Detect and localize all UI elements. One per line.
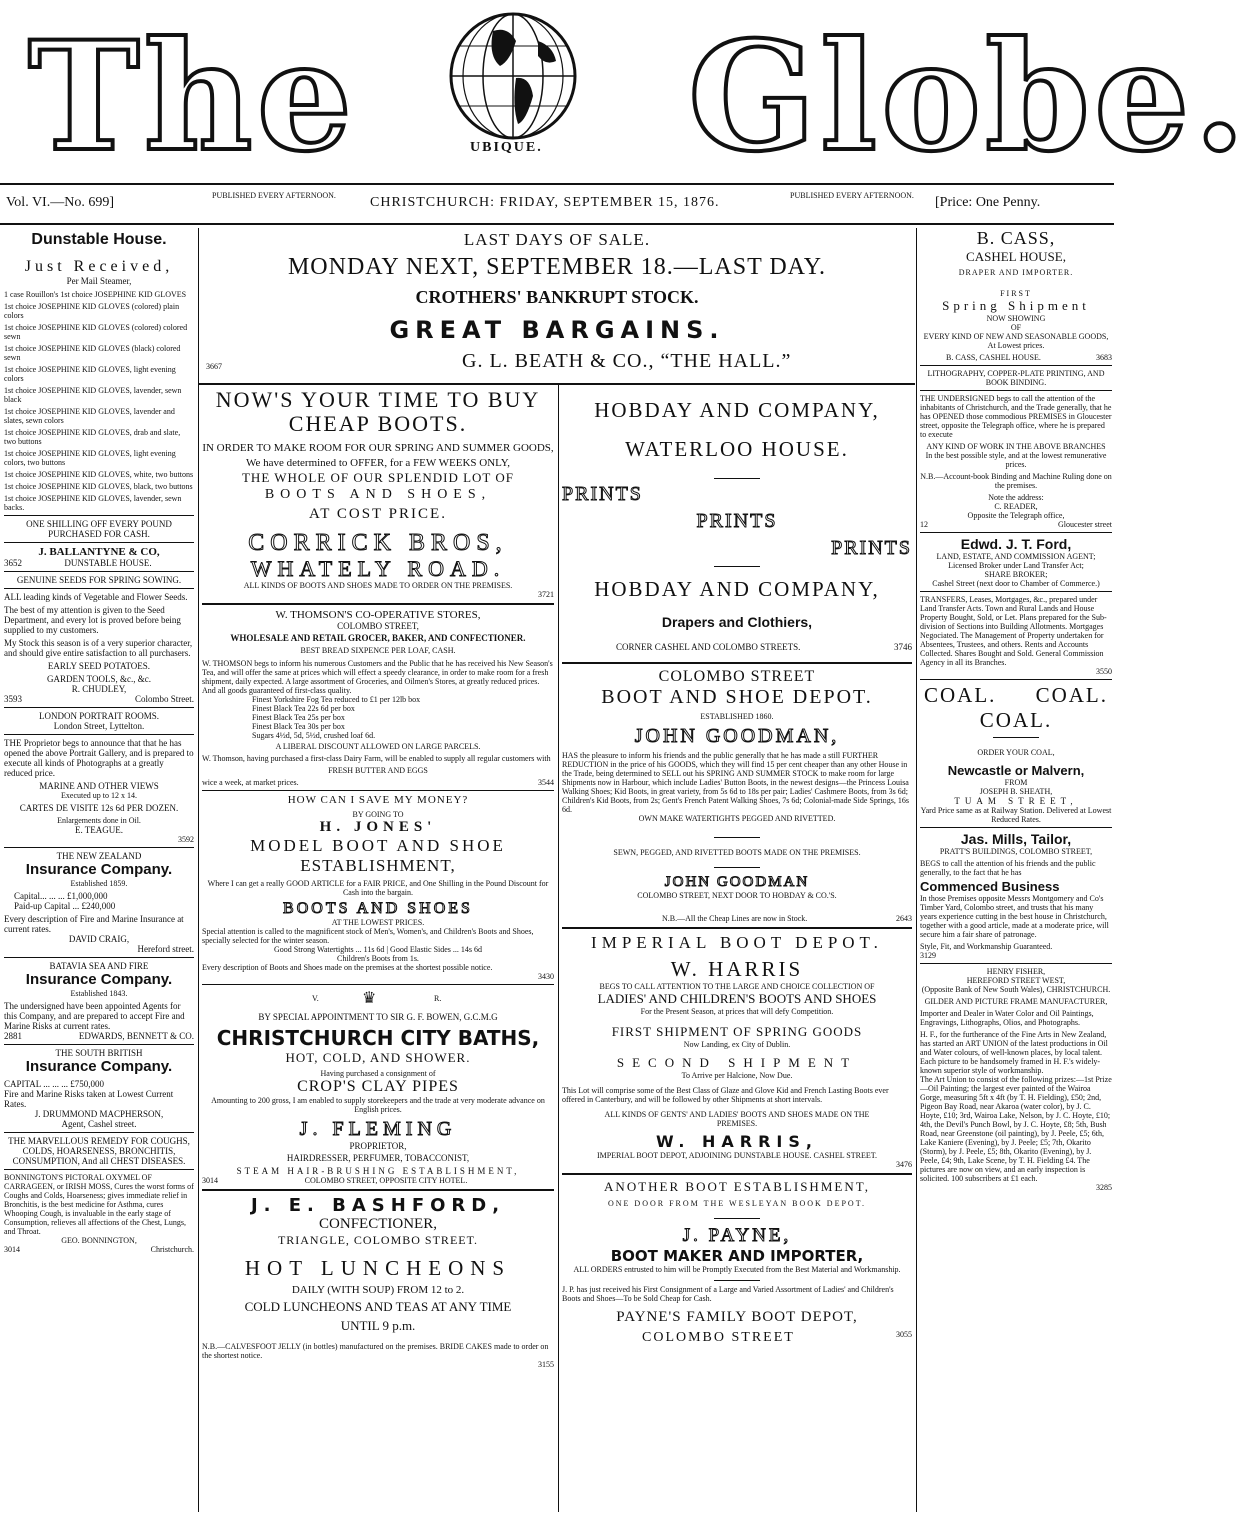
jones-lowest: AT THE LOWEST PRICES. (331, 918, 425, 927)
thomson-body: W. THOMSON begs to inform his numerous Customers and the Public that he has received his New Season's Tea, and will offer the same at prices which will effect a speedy clearance, in order to make room for a fresh shipment, daily expected. A large assortment of Groceries, and Oilmen's Stores, at greatly reduced prices. And all goods guaranteed of first-class quality. (202, 659, 553, 695)
harris-ref: 3476 (896, 1160, 912, 1169)
corrick-name: CORRICK BROS, (248, 530, 508, 556)
tea-item: Finest Black Tea 30s per box (252, 722, 345, 731)
cass-every: EVERY KIND OF NEW AND SEASONABLE GOODS, (923, 332, 1109, 341)
glove-item: 1st choice JOSEPHINE KID GLOVES, light evening colors (4, 365, 176, 383)
cass-of: OF (1010, 323, 1022, 332)
beath-name: G. L. BEATH & CO., “THE HALL.” (462, 350, 792, 372)
fleming-trade: HAIRDRESSER, PERFUMER, TOBACCONIST, (286, 1153, 470, 1163)
litho-body: THE UNDERSIGNED begs to call the attention of the inhabitants of Christchurch, and the Trade generally, that he has OPENED those commodious PREMISES in Gloucester street, opposite the Telegraph office, where he is prepared to execute (920, 394, 1112, 439)
nz-paid-up: Paid-up Capital ... £240,000 (14, 901, 116, 911)
nz-body: Every description of Fire and Marine Insurance at current rates. (4, 914, 184, 934)
harris-name-2: W. HARRIS, (656, 1132, 818, 1151)
remedy-heading: THE MARVELLOUS REMEDY FOR COUGHS, COLDS, HOARSENESS, BRONCHITIS, CONSUMPTION, And all CHEST DISEASES. (8, 1136, 190, 1166)
ford-trade: LAND, ESTATE, AND COMMISSION AGENT; (936, 552, 1096, 561)
payne-family: PAYNE'S FAMILY BOOT DEPOT, (616, 1309, 858, 1325)
batavia-established: Established 1843. (70, 989, 128, 998)
harris-ladies: LADIES' AND CHILDREN'S BOOTS AND SHOES (597, 991, 877, 1006)
gloves-list (4, 290, 194, 512)
harris-second-shipment: SECOND SHIPMENT (616, 1055, 858, 1070)
column-rule (916, 228, 917, 1512)
goodman-body: HAS the pleasure to inform his friends and the public generally that he has made a still FURTHER REDUCTION in the price of his GOODS, which they will find 15 per cent cheaper than any other House in the Trade, being determined to SELL out his SPRING AND SUMMER STOCK to make room for large Shipments now in Harbour, which include Ladies' Button Boots, in the newest designs—the Princess Louisa Walking Shoes; Kid Boots, in great variety, from 5s 6d to 18s per pair; Ladies' Cashmere Boots, from 3s 6d; Children's Kid Boots, from 2s; Gent's French Patent Walking Shoes, 7s 6d; Colonial-made Side Springs, 16s 6d. (562, 751, 909, 814)
mills-body-2: In those Premises opposite Messrs Montgomery and Co's Timber Yard, Colombo street, and trusts that his many years experience cutting in the best house in Christchurch, together with a good article, made at a moderate price, will secure him a fair share of patronage. (920, 894, 1109, 939)
tuam-street: TUAM STREET, (954, 796, 1078, 806)
bashford-trade: CONFECTIONER, (319, 1216, 437, 1232)
masthead-word-the: The (28, 9, 357, 185)
jones-establishment: ESTABLISHMENT, (300, 856, 456, 875)
boots-line-5: AT COST PRICE. (309, 506, 447, 522)
baths-title: CHRISTCHURCH CITY BATHS, (216, 1026, 540, 1050)
jones-prices: Good Strong Watertights ... 11s 6d | Good Elastic Sides ... 14s 6d (273, 945, 483, 954)
litho-heading: LITHOGRAPHY, COPPER-PLATE PRINTING, AND BOOK BINDING. (927, 369, 1105, 387)
remedy-signature: GEO. BONNINGTON, (61, 1236, 137, 1245)
crown-icon: ♛ (362, 990, 377, 1007)
marine-size: Executed up to 12 x 14. (61, 791, 137, 800)
prints-2: PRINTS (696, 510, 778, 532)
reader-address: Opposite the Telegraph office, (967, 511, 1065, 520)
remedy-body: BONNINGTON'S PICTORAL OXYMEL OF CARRAGEEN, or IRISH MOSS, Cures the worst forms of Coughs and Colds, Hoarseness; gives immediate relief in Bronchitis, is the best medicine for Asthma, cures Whooping Cough, is invaluable in the early stage of Consumption, relieves all affections of the Chest, Lungs, and Throat. (4, 1173, 194, 1236)
ford-ref: 3550 (1096, 667, 1112, 676)
fisher-prizes: The Art Union to consist of the following prizes:—1st Prize—Oil Painting; the largest ever painted of the Wairoa Gorge, measuring 5ft x 4ft (by T. H. Fielding), £50; 2nd, Pigeon Bay Road, near Akaroa (water color), by J. C. Hoyte, £10; 3rd, Wairoa Lake, Nelson, by J. C. Hoyte, £10; 4th, the Devil's Punch Bowl, by J. C. Hoyte, £8; 5th, Bush Road, near Greenstone (oil painting), by J. Peele, £5; 6th, Lake Kaniere (Evening), by J. Peele; £5; 7th, Okarito (Storm), by J. Peele, £5; 8th, Okarito (Evening), by J. Peele, £4; 9th, Lake Scene, by T. H. Fielding £4. The pictures are now on view, and an early inspection is solicited. 100 subscribers at £1 each. (920, 1075, 1112, 1183)
coal-left: COAL. (924, 683, 997, 707)
south-british-agent: J. DRUMMOND MACPHERSON, (34, 1109, 164, 1119)
fisher-gilder: GILDER AND PICTURE FRAME MANUFACTURER, (924, 997, 1108, 1006)
hot-until: UNTIL 9 p.m. (340, 1318, 416, 1333)
seeds-body: ALL leading kinds of Vegetable and Flower Seeds. (4, 592, 188, 602)
fleming-name: J. FLEMING (299, 1118, 457, 1140)
remedy-place: Christchurch. (150, 1245, 194, 1254)
depot-established: ESTABLISHED 1860. (700, 712, 774, 721)
tea-item: Finest Yorkshire Fog Tea reduced to £1 per 12lb box (252, 695, 421, 704)
batavia-agent: EDWARDS, BENNETT & CO. (78, 1031, 194, 1041)
jones-by: BY GOING TO (352, 810, 404, 819)
boots-title: NOW'S YOUR TIME TO BUY CHEAP BOOTS. (215, 387, 541, 436)
corrick-note: ALL KINDS OF BOOTS AND SHOES MADE TO ORDER ON THE PREMISES. (243, 581, 513, 590)
cashel-house: CASHEL HOUSE, (966, 249, 1066, 264)
baths-subtitle: HOT, COLD, AND SHOWER. (285, 1050, 471, 1065)
payne-address: COLOMBO STREET (642, 1330, 795, 1345)
nz-capital: Capital... ... ... £1,000,000 (14, 891, 108, 901)
thomson-discount: A LIBERAL DISCOUNT ALLOWED ON LARGE PARCELS. (275, 742, 481, 751)
boots-line-4: BOOTS AND SHOES, (264, 487, 492, 502)
goodman-ref: 2643 (896, 914, 912, 923)
baths-pipes: CROP'S CLAY PIPES (297, 1078, 459, 1095)
nz-agent: DAVID CRAIG, (68, 934, 130, 944)
shilling-off: ONE SHILLING OFF EVERY POUND PURCHASED FOR CASH. (26, 519, 172, 539)
beath-advert (202, 228, 912, 383)
just-received: Just Received, (24, 258, 174, 275)
jones-boots: BOOTS AND SHOES (283, 900, 473, 917)
garden-tools: GARDEN TOOLS, &c., &c. (47, 674, 151, 684)
beath-ref: 3667 (206, 362, 222, 371)
ford-licensed: Licensed Broker under Land Transfer Act; (948, 561, 1084, 570)
depot-heading: COLOMBO STREET (658, 668, 816, 685)
ford-name: Edwd. J. T. Ford, (960, 536, 1072, 552)
chudley-name: R. CHUDLEY, (71, 684, 127, 694)
great-bargains-heading: GREAT BARGAINS. (389, 316, 725, 344)
cass-spring: Spring Shipment (942, 298, 1090, 313)
nz-insurance-established: Established 1859. (70, 879, 128, 888)
enlargements: Enlargements done in Oil. (57, 816, 141, 825)
masthead (0, 0, 1250, 185)
south-british-body: Fire and Marine Risks taken at Lowest Current Rates. (4, 1089, 174, 1109)
goodman-name-2: JOHN GOODMAN (664, 874, 810, 890)
last-days-heading: LAST DAYS OF SALE. (463, 230, 651, 249)
hot-ref: 3155 (538, 1360, 554, 1369)
litho-any: ANY KIND OF WORK IN THE ABOVE BRANCHES (926, 442, 1106, 451)
jones-body-2: Special attention is called to the magnificent stock of Men's, Women's, and Children's Boots and Shoes, specially selected for the winter season. (202, 927, 534, 945)
south-british-capital: CAPITAL ... ... ... £750,000 (4, 1079, 104, 1089)
cartes-de-visite: CARTES DE VISITE 12s 6d PER DOZEN. (19, 803, 179, 813)
fisher-address: HEREFORD STREET WEST, (966, 976, 1066, 985)
litho-style: In the best possible style, and at the lowest remunerative prices. (925, 451, 1107, 469)
royal-v: V. (312, 994, 319, 1003)
south-british-agent-address: Agent, Cashel street. (61, 1119, 137, 1129)
publication-note-right: PUBLISHED EVERY AFTERNOON. (790, 191, 914, 200)
cass-lowest: At Lowest prices. (987, 341, 1045, 350)
royal-r: R. (434, 994, 442, 1003)
cass-address: B. CASS, CASHEL HOUSE. (946, 353, 1041, 362)
hot-nb: N.B.—CALVESFOOT JELLY (in bottles) manufactured on the premises. BRIDE CAKES made to order on the shortest notice. (202, 1342, 549, 1360)
south-british-heading: THE SOUTH BRITISH (55, 1048, 143, 1058)
cass-first: FIRST (1000, 289, 1032, 298)
harris-body: BEGS TO CALL ATTENTION TO THE LARGE AND CHOICE COLLECTION OF (599, 982, 875, 991)
waterloo-house: WATERLOO HOUSE. (625, 437, 849, 461)
coal-center: COAL. (979, 708, 1053, 732)
glove-item: 1st choice JOSEPHINE KID GLOVES, lavender and slates, sewn colors (4, 407, 175, 425)
nz-insurance-title: Insurance Company. (25, 861, 173, 878)
ballantyne-ref: 3652 (4, 558, 22, 568)
tea-item: Sugars 4½d, 5d, 5½d, crushed loaf 6d. (252, 731, 376, 740)
seeds-heading: GENUINE SEEDS FOR SPRING SOWING. (16, 575, 182, 585)
payne-ref: 3055 (896, 1330, 912, 1339)
goodman-address: COLOMBO STREET, NEXT DOOR TO HOBDAY & CO.'S. (637, 891, 837, 900)
coal-from: FROM (1004, 778, 1028, 787)
column-rule (558, 385, 559, 1512)
payne-body: J. P. has just received his First Consignment of a Large and Varied Assortment of Ladies' and Children's Boots and Shoes—To be Sold Cheap for Cash. (562, 1285, 894, 1303)
prints-3: PRINTS (831, 537, 912, 559)
glove-item: 1st choice JOSEPHINE KID GLOVES, drab and slate, two buttons (4, 428, 181, 446)
payne-orders: ALL ORDERS entrusted to him will be Promptly Executed from the Best Material and Workmanship. (573, 1265, 901, 1274)
another-boot: ANOTHER BOOT ESTABLISHMENT, (604, 1179, 870, 1194)
mills-address: PRATT'S BUILDINGS, COLOMBO STREET, (939, 847, 1093, 856)
nz-agent-address: Hereford street. (137, 944, 194, 954)
thomson-trade: WHOLESALE AND RETAIL GROCER, BAKER, AND CONFECTIONER. (230, 633, 526, 643)
payne-name: J. PAYNE, (682, 1225, 792, 1246)
harris-all-kinds: ALL KINDS OF GENTS' AND LADIES' BOOTS AND SHOES MADE ON THE PREMISES. (604, 1110, 870, 1128)
column-rule (198, 228, 199, 1512)
drapers-clothiers: Drapers and Clothiers, (661, 614, 813, 630)
mills-body: BEGS to call the attention of his friends and the public generally, to the fact that he has (920, 859, 1096, 877)
glove-item: 1st choice JOSEPHINE KID GLOVES (colored) colored sewn (4, 323, 188, 341)
one-door: ONE DOOR FROM THE WESLEYAN BOOK DEPOT. (607, 1199, 866, 1208)
coal-yard: Yard Price same as at Railway Station. Delivered at Lowest Reduced Rates. (920, 806, 1112, 824)
hobday-heading: HOBDAY AND COMPANY, (594, 398, 880, 422)
harris-body-2: This Lot will comprise some of the Best Class of Glaze and Glove Kid and French Lasting Boots ever offered in Canterbury, and will be followed by other Shipments at short intervals. (562, 1086, 889, 1104)
tea-item: Finest Black Tea 25s per box (252, 713, 345, 722)
ballantyne-name: J. BALLANTYNE & CO, (38, 546, 160, 558)
baths-consignment: Having purchased a consignment of (320, 1069, 436, 1078)
mills-ref: 3129 (920, 951, 936, 960)
dunstable-title: Dunstable House. (31, 231, 167, 248)
harris-first-shipment: FIRST SHIPMENT OF SPRING GOODS (611, 1024, 863, 1039)
chudley-ref: 3593 (4, 694, 22, 704)
thomson-dairy: W. Thomson, having purchased a first-class Dairy Farm, will be enabled to supply all regular customers with (202, 754, 551, 763)
glove-item: 1st choice JOSEPHINE KID GLOVES, lavender, sewn black (4, 386, 182, 404)
jones-name: H. JONES' (319, 819, 437, 835)
thomson-twice: wice a week, at market prices. (202, 778, 299, 787)
corner-ref: 3746 (894, 642, 912, 652)
harris-name: W. HARRIS (670, 957, 804, 981)
glove-item: 1st choice JOSEPHINE KID GLOVES, black, two buttons (4, 482, 193, 491)
south-british-title: Insurance Company. (25, 1058, 173, 1075)
masthead-word-globe: Globe. (688, 9, 1250, 185)
cass-showing: NOW SHOWING (986, 314, 1046, 323)
payne-title: BOOT MAKER AND IMPORTER, (610, 1247, 864, 1265)
tea-item: Finest Black Tea 22s 6d per box (252, 704, 355, 713)
mills-commenced: Commenced Business (920, 879, 1060, 894)
hot-luncheons: HOT LUNCHEONS (244, 1256, 512, 1280)
litho-nb: N.B.—Account-book Binding and Machine Ruling done on the premises. (920, 472, 1112, 490)
dateline (0, 183, 1114, 225)
corner-address: CORNER CASHEL AND COLOMBO STREETS. (616, 642, 801, 652)
reader-ref: 12 (920, 520, 928, 529)
goodman-sewn: SEWN, PEGGED, AND RIVETTED BOOTS MADE ON THE PREMISES. (613, 848, 861, 857)
hobday-heading-2: HOBDAY AND COMPANY, (594, 577, 880, 601)
cass-draper: DRAPER AND IMPORTER. (958, 268, 1074, 277)
boots-line-2: We have determined to OFFER, for a FEW WEEKS ONLY, (245, 457, 511, 469)
seed-potatoes: EARLY SEED POTATOES. (47, 661, 151, 671)
fleming-ref: 3014 (202, 1176, 218, 1185)
ford-body: TRANSFERS, Leases, Mortgages, &c., prepared under Land Transfer Acts. Town and Rural Lands and House Property Bought, Sold, or Let. Plans prepared for the Sub-division of Sections into Building Allotments. Mortgages Negociated. The Management of Property undertaken for Absentees, Trustees, and others. Rents and Accounts Collected. Shares Bought and Sold. General Commission Agency in all its Branches. (920, 595, 1107, 667)
boots-line-3: THE WHOLE OF OUR SPLENDID LOT OF (241, 470, 515, 485)
harris-landing: Now Landing, ex City of Dublin. (683, 1040, 791, 1049)
jones-model: MODEL BOOT AND SHOE (250, 836, 506, 855)
cass-ref: 3683 (1096, 353, 1112, 362)
fisher-body: H. F., for the furtherance of the Fine Arts in New Zealand, has started an ART UNION of the latest productions in Oil and Water colours, of well-known places, by local talent. Each picture to be handsomely framed in H. F.'s widely-known superior style of workmanship. (920, 1030, 1108, 1075)
fisher-importer: Importer and Dealer in Water Color and Oil Paintings, Engravings, Lithographs, Olios, and Photographs. (920, 1009, 1094, 1027)
thomson-ref: 3544 (538, 778, 554, 787)
harris-arrive: To Arrive per Halcione, Now Due. (681, 1071, 793, 1080)
prints-1: PRINTS (562, 483, 643, 505)
batavia-heading: BATAVIA SEA AND FIRE (49, 961, 149, 971)
batavia-ref: 2881 (4, 1031, 22, 1041)
nz-insurance-heading: THE NEW ZEALAND (56, 851, 142, 861)
batavia-body: The undersigned have been appointed Agents for this Company, and are prepared to accept Fire and Marine Risks at current rates. (4, 1001, 185, 1031)
ballantyne-address: DUNSTABLE HOUSE. (64, 558, 152, 568)
volume-number: Vol. VI.—No. 699] (6, 195, 114, 210)
imperial-heading: IMPERIAL BOOT DEPOT. (591, 933, 883, 952)
jones-body-3: Every description of Boots and Shoes made on the premises at the shortest possible notice. (202, 963, 493, 972)
hot-daily: DAILY (WITH SOUP) FROM 12 to 2. (291, 1284, 465, 1296)
depot-title: BOOT AND SHOE DEPOT. (601, 686, 873, 708)
corrick-ref: 3721 (538, 590, 554, 599)
fisher-opposite: (Opposite Bank of New South Wales), CHRISTCHURCH. (921, 985, 1111, 994)
baths-appointment: BY SPECIAL APPOINTMENT TO SIR G. F. BOWEN, G.C.M.G (258, 1012, 498, 1022)
coal-right: COAL. (1035, 683, 1108, 707)
portrait-address: London Street, Lyttelton. (53, 721, 145, 731)
jones-body: Where I can get a really GOOD ARTICLE for a FAIR PRICE, and One Shilling in the Pound Discount for Cash into the bargain. (207, 879, 549, 897)
reader-street: Gloucester street (1058, 520, 1112, 529)
fleming-address: COLOMBO STREET, OPPOSITE CITY HOTEL. (304, 1176, 468, 1185)
goodman-name: JOHN GOODMAN, (634, 725, 840, 747)
teague-ref: 3592 (178, 835, 194, 844)
bashford-address: TRIANGLE, COLOMBO STREET. (277, 1233, 479, 1247)
jones-question: HOW CAN I SAVE MY MONEY? (287, 794, 469, 806)
thomson-address: COLOMBO STREET, (337, 621, 419, 631)
goodman-own: OWN MAKE WATERTIGHTS PEGGED AND RIVETTED. (638, 814, 836, 823)
thomson-heading: W. THOMSON'S CO-OPERATIVE STORES, (275, 609, 481, 621)
fisher-name: HENRY FISHER, (986, 967, 1046, 976)
fleming-proprietor: PROPRIETOR, (349, 1141, 407, 1151)
portrait-body: THE Proprietor begs to announce that that he has opened the above Portrait Gallery, and is prepared to execute all kinds of Photographs at a greatly reduced price. (4, 738, 194, 778)
batavia-title: Insurance Company. (25, 971, 173, 988)
crothers-heading: CROTHERS' BANKRUPT STOCK. (415, 287, 699, 307)
thomson-bread: BEST BREAD SIXPENCE PER LOAF, CASH. (300, 646, 456, 655)
remedy-ref: 3014 (4, 1245, 20, 1254)
publication-note-left: PUBLISHED EVERY AFTERNOON. (212, 191, 336, 200)
newcastle: Newcastle or Malvern, (947, 763, 1085, 778)
seeds-body-2: The best of my attention is given to the Seed Department, and every lot is proved before being supplied to my customers. (4, 605, 181, 635)
per-mail: Per Mail Steamer, (66, 276, 132, 286)
monday-next-heading: MONDAY NEXT, SEPTEMBER 18.—LAST DAY. (287, 254, 827, 280)
ford-share: SHARE BROKER; (984, 570, 1048, 579)
glove-item: 1st choice JOSEPHINE KID GLOVES (colored) plain colors (4, 302, 180, 320)
goodman-nb: N.B.—All the Cheap Lines are now in Stock. (662, 914, 808, 923)
boots-line-1: IN ORDER TO MAKE ROOM FOR OUR SPRING AND SUMMER GOODS, (202, 442, 554, 454)
harris-address: IMPERIAL BOOT DEPOT, ADJOINING DUNSTABLE HOUSE. CASHEL STREET. (596, 1151, 878, 1160)
jones-ref: 3430 (538, 972, 554, 981)
column-3 (562, 388, 912, 1512)
glove-item: 1 case Rouillon's 1st choice JOSEPHINE KID GLOVES (4, 290, 187, 299)
coal-order: ORDER YOUR COAL, (977, 748, 1055, 757)
ford-address: Cashel Street (next door to Chamber of Commerce.) (932, 579, 1100, 588)
cass-name: B. CASS, (976, 228, 1056, 248)
bashford-name: J. E. BASHFORD, (250, 1195, 506, 1216)
price: [Price: One Penny. (935, 195, 1041, 210)
litho-note: Note the address: (988, 493, 1044, 502)
cold-luncheons: COLD LUNCHEONS AND TEAS AT ANY TIME (244, 1299, 512, 1314)
marine-views: MARINE AND OTHER VIEWS (39, 781, 159, 791)
glove-item: 1st choice JOSEPHINE KID GLOVES, white, two buttons (4, 470, 194, 479)
thomson-tea-list (202, 695, 554, 740)
baths-body: Amounting to 200 gross, I am enabled to supply storekeepers and the trade at very moderate advance on English prices. (211, 1096, 545, 1114)
column-2 (202, 388, 554, 1512)
column-4 (920, 228, 1112, 1512)
portrait-heading: LONDON PORTRAIT ROOMS. (38, 711, 160, 721)
glove-item: 1st choice JOSEPHINE KID GLOVES (black) colored sewn (4, 344, 181, 362)
place-and-date: CHRISTCHURCH: FRIDAY, SEPTEMBER 15, 1876. (370, 195, 720, 210)
seeds-body-3: My Stock this season is of a very superior character, and should give entire satisfaction to all purchasers. (4, 638, 193, 658)
mills-style: Style, Fit, and Workmanship Guaranteed. (920, 942, 1053, 951)
teague-name: E. TEAGUE. (74, 825, 124, 835)
mills-name: Jas. Mills, Tailor, (960, 831, 1072, 847)
motto: UBIQUE. (470, 140, 543, 155)
jones-children: Children's Boots from 1s. (337, 954, 419, 963)
fleming-steam: STEAM HAIR-BRUSHING ESTABLISHMENT, (236, 1166, 520, 1176)
reader-name: C. READER, (994, 502, 1038, 511)
glove-item: 1st choice JOSEPHINE KID GLOVES, lavender, sewn backs. (4, 494, 182, 512)
fisher-ref: 3285 (1096, 1183, 1112, 1192)
glove-item: 1st choice JOSEPHINE KID GLOVES, light evening colors, two buttons (4, 449, 176, 467)
whately-road: WHATELY ROAD. (250, 556, 506, 581)
thomson-butter: FRESH BUTTER AND EGGS (328, 766, 428, 775)
column-1 (4, 228, 194, 1512)
chudley-address: Colombo Street. (135, 694, 194, 704)
sheath-name: JOSEPH B. SHEATH, (979, 787, 1053, 796)
royal-arms (202, 988, 554, 1010)
harris-season: For the Present Season, at prices that will defy Competition. (640, 1007, 834, 1016)
